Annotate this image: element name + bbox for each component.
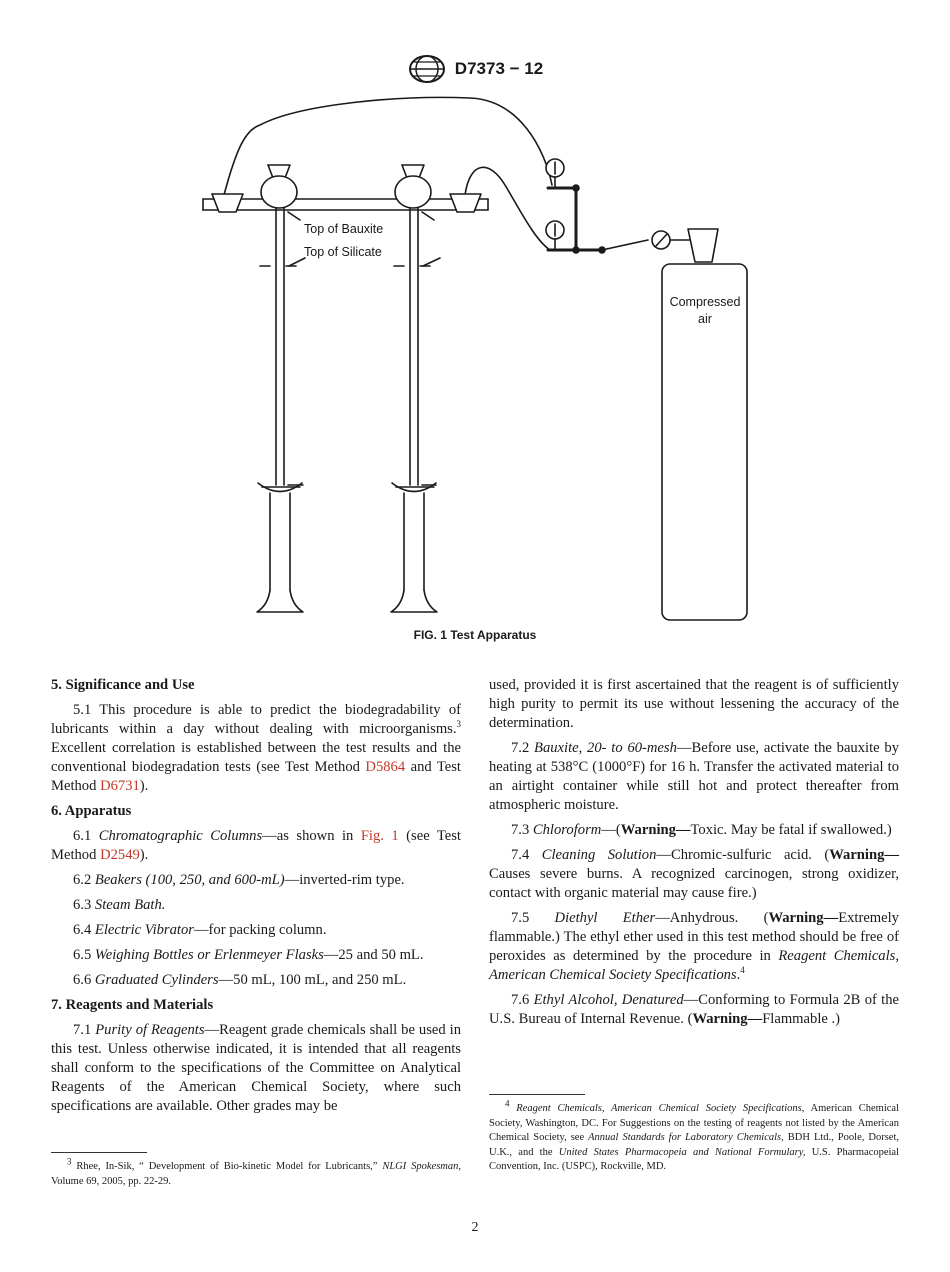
gauge-assembly bbox=[546, 159, 718, 262]
label-compressed: Compressed bbox=[669, 295, 741, 309]
para-7-2: 7.2 Bauxite, 20- to 60-mesh—Before use, activate the bauxite by heating at 538°C (1000°F) for 16 h. Transfer the activated material to an airtight container while still hot and protect thereafter from atmospheric moisture. bbox=[489, 740, 899, 813]
heading-reagents: 7. Reagents and Materials bbox=[51, 997, 214, 1013]
support-rack bbox=[203, 199, 488, 210]
para-6-4: 6.4 Electric Vibrator—for packing column. bbox=[73, 922, 327, 938]
test-apparatus-figure bbox=[0, 90, 950, 625]
para-7-6: 7.6 Ethyl Alcohol, Denatured—Conforming to Formula 2B of the U.S. Bureau of Internal Revenue. (Warning—Flammable .) bbox=[489, 992, 899, 1027]
para-7-3: 7.3 Chloroform—(Warning—Toxic. May be fatal if swallowed.) bbox=[511, 822, 892, 838]
para-7-1: 7.1 Purity of Reagents—Reagent grade chemicals shall be used in this test. Unless otherwise indicated, it is intended that all reagents shall conform to the specifications of the Committee on Analytical Reagents of the American Chemical Society, where such specifications are available. Other grades may be bbox=[51, 1022, 461, 1114]
para-6-1: 6.1 Chromatographic Columns—as shown in Fig. 1 (see Test Method D2549). bbox=[51, 828, 461, 863]
ref-d5864-link[interactable]: D5864 bbox=[365, 759, 406, 775]
para-6-6: 6.6 Graduated Cylinders—50 mL, 100 mL, and 250 mL. bbox=[73, 972, 407, 988]
footnote-rule-left bbox=[51, 1152, 147, 1153]
ref-d2549-link[interactable]: D2549 bbox=[100, 847, 140, 863]
ref-fig1-link[interactable]: Fig. 1 bbox=[360, 828, 399, 844]
ref-d6731-link[interactable]: D6731 bbox=[100, 778, 140, 794]
heading-significance: 5. Significance and Use bbox=[51, 677, 195, 693]
para-5-1: 5.1 This procedure is able to predict the biodegradability of lubricants within a day without dealing with microorganisms.$^3$ Excellent correlation is established between the test results and the conventional biodegradation tests (see Test Method D5864 and Test Method D6731). bbox=[51, 702, 461, 794]
page-number: 2 bbox=[471, 1220, 479, 1235]
para-6-5: 6.5 Weighing Bottles or Erlenmeyer Flasks—25 and 50 mL. bbox=[73, 947, 424, 963]
label-air: air bbox=[698, 312, 712, 326]
right-column bbox=[489, 676, 899, 1035]
para-7-1-continued: used, provided it is first ascertained that the reagent is of sufficiently high purity to permit its use without lessening the accuracy of the determination. bbox=[489, 677, 899, 731]
para-6-2: 6.2 Beakers (100, 250, and 600-mL)—inverted-rim type. bbox=[73, 872, 405, 888]
para-7-5: 7.5 Diethyl Ether—Anhydrous. (Warning—Extremely flammable.) The ethyl ether used in this test method should be free of peroxides as determined by the procedure in Reagent Chemicals, American Chemical Society Specifications.$^4$ bbox=[489, 910, 899, 983]
left-column bbox=[51, 676, 461, 1122]
astm-logo-icon bbox=[407, 54, 447, 84]
footnote-rule-right bbox=[489, 1094, 585, 1095]
air-hose-lower bbox=[465, 167, 550, 250]
document-designation: D7373 − 12 bbox=[454, 59, 544, 78]
column-1 bbox=[257, 165, 303, 612]
figure-caption: FIG. 1 Test Apparatus bbox=[413, 628, 537, 642]
label-top-silicate: Top of Silicate bbox=[304, 245, 382, 259]
label-top-bauxite: Top of Bauxite bbox=[304, 222, 384, 236]
page-header bbox=[0, 54, 950, 84]
heading-apparatus: 6. Apparatus bbox=[51, 803, 132, 819]
para-7-4: 7.4 Cleaning Solution—Chromic-sulfuric acid. (Warning—Causes severe burns. A recognized carcinogen, strong oxidizer, contact with organic material may cause fire.) bbox=[489, 847, 899, 901]
footnote-3: $^3$ Rhee, In-Sik, “ Development of Bio-kinetic Model for Lubricants,” NLGI Spokesman, Volume 69, 2005, pp. 22-29. bbox=[51, 1156, 461, 1187]
column-2 bbox=[391, 165, 437, 612]
para-6-3: 6.3 Steam Bath. bbox=[73, 897, 166, 913]
footnote-4: $^4$ Reagent Chemicals, American Chemical Society Specifications, American Chemical Society, Washington, DC. For Suggestions on the testing of reagents not listed by the American Chemical Society, see Annual Standards for Laboratory Chemicals, BDH Ltd., Poole, Dorset, U.K., and the United States Pharmacopeia and National Formulary, U.S. Pharmacopeial Convention, Inc. (USPC), Rockville, MD. bbox=[489, 1098, 900, 1172]
